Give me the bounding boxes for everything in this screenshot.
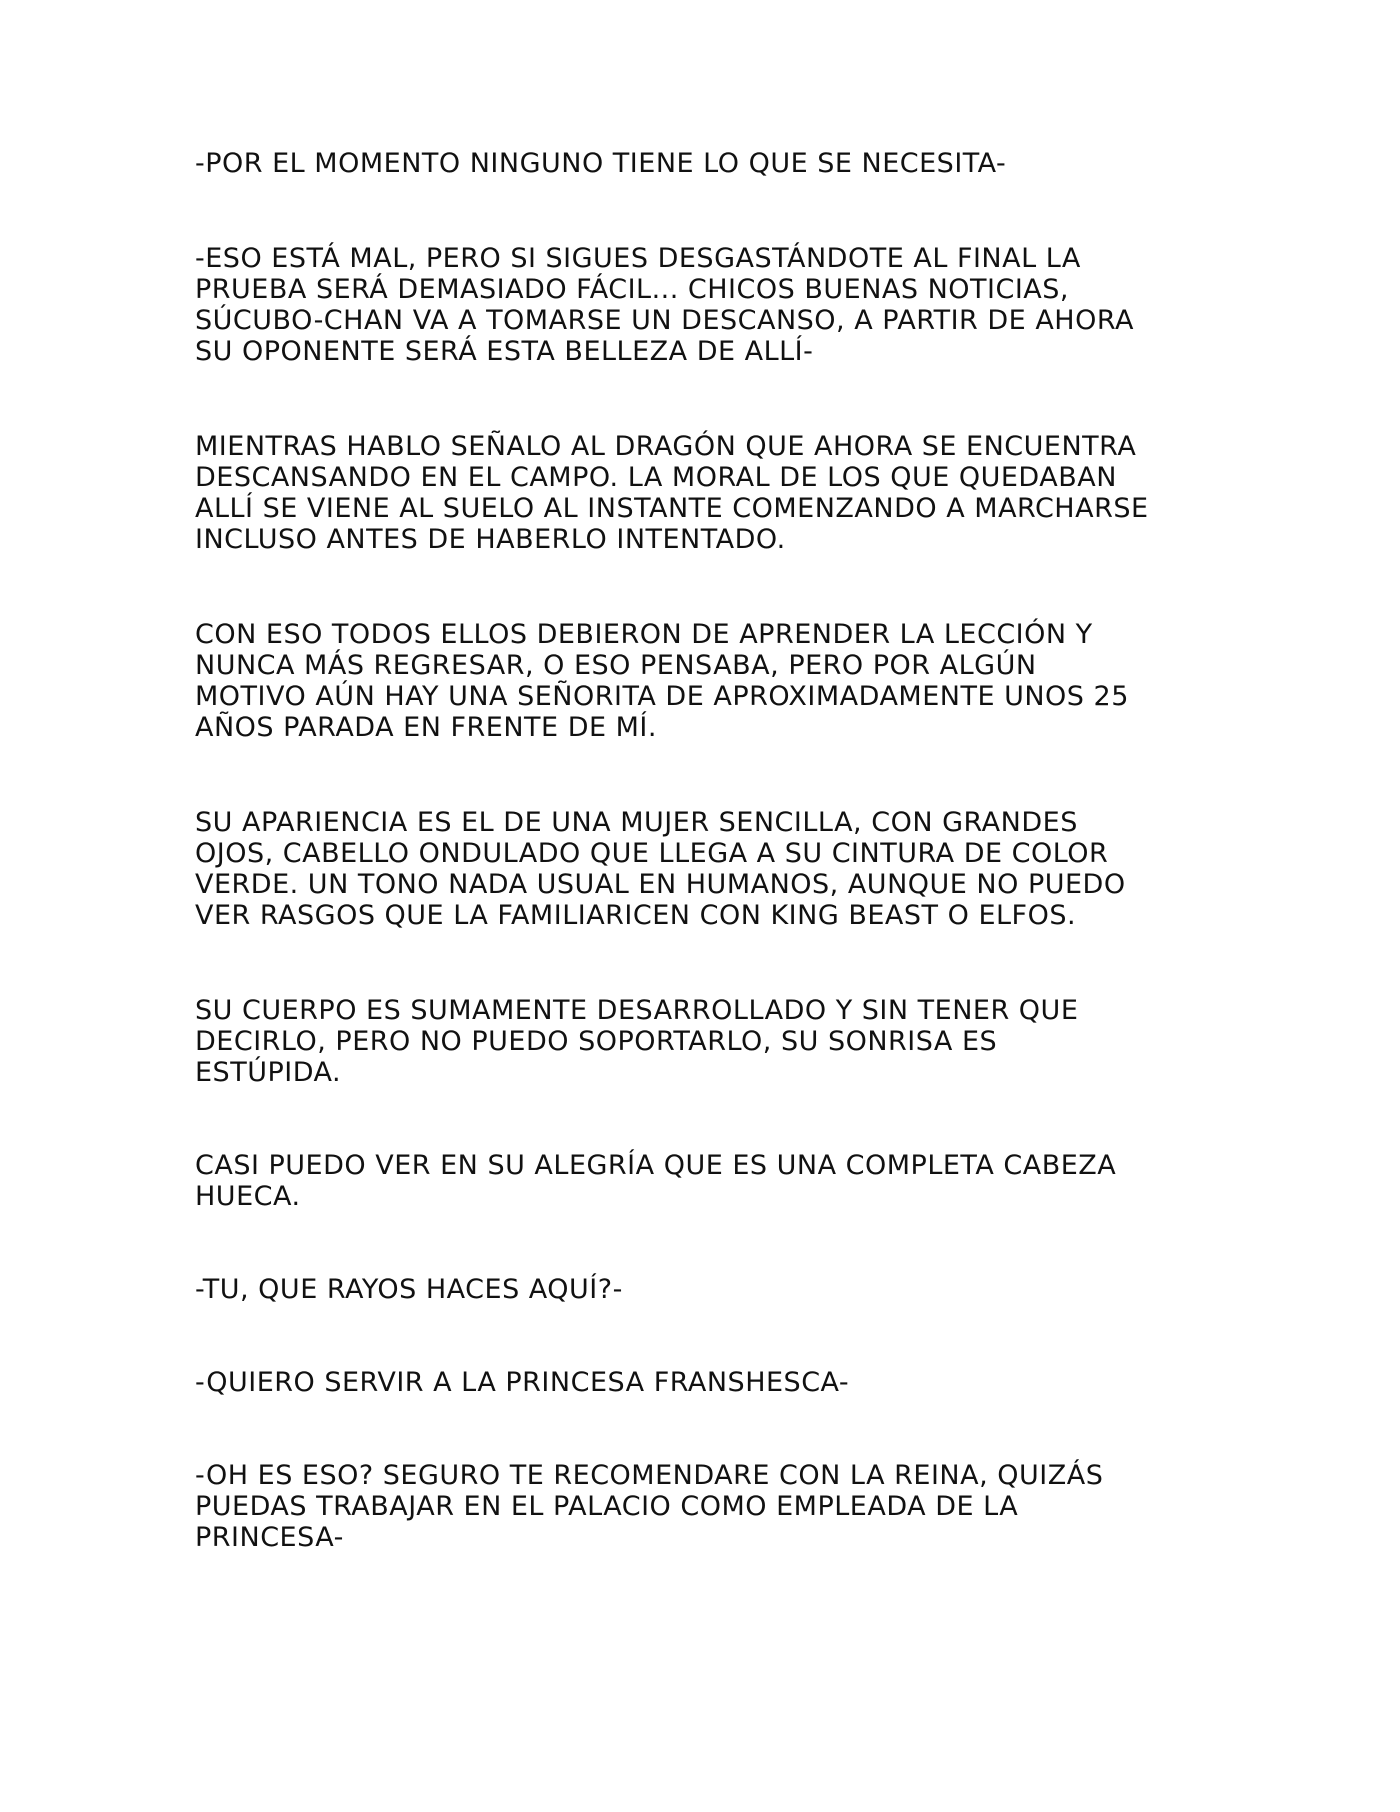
paragraph-6: SU CUERPO ES SUMAMENTE DESARROLLADO Y SIN TENER QUE DECIRLO, PERO NO PUEDO SOPORTARLO, SU SONRISA ES ESTÚPIDA.: [195, 995, 1079, 1088]
text-column: [195, 148, 1235, 1553]
paragraph-7: CASI PUEDO VER EN SU ALEGRÍA QUE ES UNA COMPLETA CABEZA HUECA.: [195, 1150, 1117, 1212]
paragraph-5: SU APARIENCIA ES EL DE UNA MUJER SENCILLA, CON GRANDES OJOS, CABELLO ONDULADO QUE LLEGA A SU CINTURA DE COLOR VERDE. UN TONO NADA USUAL EN HUMANOS, AUNQUE NO PUEDO VER RASGOS QUE LA FAMILIARICEN CON KING BEAST O ELFOS.: [195, 807, 1126, 931]
paragraph-4: CON ESO TODOS ELLOS DEBIERON DE APRENDER LA LECCIÓN Y NUNCA MÁS REGRESAR, O ESO PENSABA, PERO POR ALGÚN MOTIVO AÚN HAY UNA SEÑORITA DE APROXIMADAMENTE UNOS 25 AÑOS PARADA EN FRENTE DE MÍ.: [195, 619, 1129, 743]
paragraph-10: -OH ES ESO? SEGURO TE RECOMENDARE CON LA REINA, QUIZÁS PUEDAS TRABAJAR EN EL PALACIO COMO EMPLEADA DE LA PRINCESA-: [195, 1460, 1104, 1553]
paragraph-3: MIENTRAS HABLO SEÑALO AL DRAGÓN QUE AHORA SE ENCUENTRA DESCANSANDO EN EL CAMPO. LA MORAL DE LOS QUE QUEDABAN ALLÍ SE VIENE AL SUELO AL INSTANTE COMENZANDO A MARCHARSE INCLUSO ANTES DE HABERLO INTENTADO.: [195, 431, 1149, 555]
paragraph-8: -TU, QUE RAYOS HACES AQUÍ?-: [195, 1274, 623, 1305]
paragraph-2: -ESO ESTÁ MAL, PERO SI SIGUES DESGASTÁNDOTE AL FINAL LA PRUEBA SERÁ DEMASIADO FÁCIL... CHICOS BUENAS NOTICIAS, SÚCUBO-CHAN VA A TOMARSE UN DESCANSO, A PARTIR DE AHORA SU OPONENTE SERÁ ESTA BELLEZA DE ALLÍ-: [195, 243, 1134, 367]
paragraph-9: -QUIERO SERVIR A LA PRINCESA FRANSHESCA-: [195, 1367, 850, 1398]
paragraph-1: -POR EL MOMENTO NINGUNO TIENE LO QUE SE NECESITA-: [195, 148, 1007, 179]
